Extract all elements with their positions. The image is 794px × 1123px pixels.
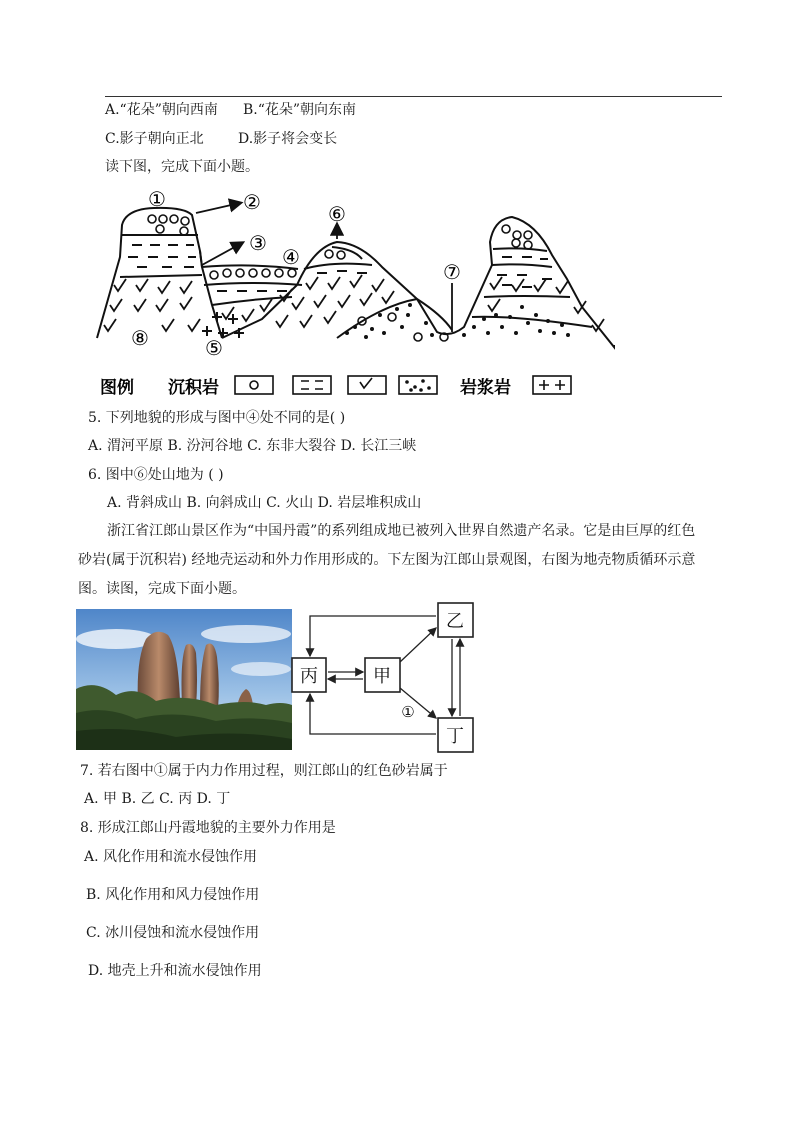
legend-magmatic-swatch	[533, 376, 571, 394]
process-1-label: ①	[401, 703, 415, 721]
question-8-stem: 8. 形成江郎山丹霞地貌的主要外力作用是	[80, 820, 336, 836]
marker-3: ③	[249, 231, 267, 255]
question-8-option-a: A. 风化作用和流水侵蚀作用	[84, 849, 258, 865]
marker-6: ⑥	[328, 202, 346, 226]
geology-cross-section	[92, 187, 616, 405]
box-ding-label: 丁	[446, 726, 464, 747]
legend-sedimentary-label: 沉积岩	[168, 378, 219, 398]
prev-option-b: B.“花朵”朝向东南	[243, 102, 357, 118]
marker-7: ⑦	[443, 260, 461, 284]
rock-cycle-diagram	[290, 596, 480, 754]
marker-8: ⑧	[131, 326, 149, 350]
marker-1: ①	[148, 187, 166, 211]
passage-line-2: 砂岩(属于沉积岩) 经地壳运动和外力作用形成的。下左图为江郎山景观图，右图为地壳物质循环示意	[78, 552, 696, 568]
box-bing-label: 丙	[300, 666, 318, 687]
question-6-stem: 6. 图中⑥处山地为 ( )	[88, 467, 224, 483]
question-5-options: A. 渭河平原 B. 汾河谷地 C. 东非大裂谷 D. 长江三峡	[88, 438, 417, 454]
marker-5: ⑤	[205, 336, 223, 360]
legend-title: 图例	[100, 378, 134, 398]
question-5-stem: 5. 下列地貌的形成与图中④处不同的是( )	[88, 410, 346, 426]
prev-option-c: C.影子朝向正北	[105, 131, 204, 147]
question-7-options: A. 甲 B. 乙 C. 丙 D. 丁	[84, 791, 231, 807]
question-8-option-d: D. 地壳上升和流水侵蚀作用	[88, 963, 262, 979]
question-8-option-b: B. 风化作用和风力侵蚀作用	[86, 887, 260, 903]
question-7-stem: 7. 若右图中①属于内力作用过程，则江郎山的红色砂岩属于	[80, 763, 448, 779]
legend	[100, 376, 571, 398]
header-rule	[105, 96, 722, 97]
passage-line-3: 图。读图，完成下面小题。	[78, 581, 246, 597]
box-yi-label: 乙	[446, 611, 464, 632]
legend-magmatic-label: 岩浆岩	[460, 378, 511, 398]
marker-2: ②	[243, 190, 261, 214]
passage-line-1: 浙江省江郎山景区作为“中国丹霞”的系列组成地已被列入世界自然遗产名录。它是由巨厚的红色	[107, 523, 696, 539]
legend-gravel-swatch	[235, 376, 273, 394]
jianglang-mountain-photo	[76, 609, 292, 750]
prev-option-d: D.影子将会变长	[238, 131, 338, 147]
marker-4: ④	[282, 245, 300, 269]
legend-sandstone-swatch	[399, 376, 437, 394]
legend-shale-swatch	[293, 376, 331, 394]
question-6-options: A. 背斜成山 B. 向斜成山 C. 火山 D. 岩层堆积成山	[107, 495, 422, 511]
instruction-text: 读下图，完成下面小题。	[105, 159, 259, 175]
box-jia-label: 甲	[373, 666, 391, 687]
question-8-option-c: C. 冰川侵蚀和流水侵蚀作用	[86, 925, 260, 941]
prev-option-a: A.“花朵”朝向西南	[105, 102, 218, 118]
